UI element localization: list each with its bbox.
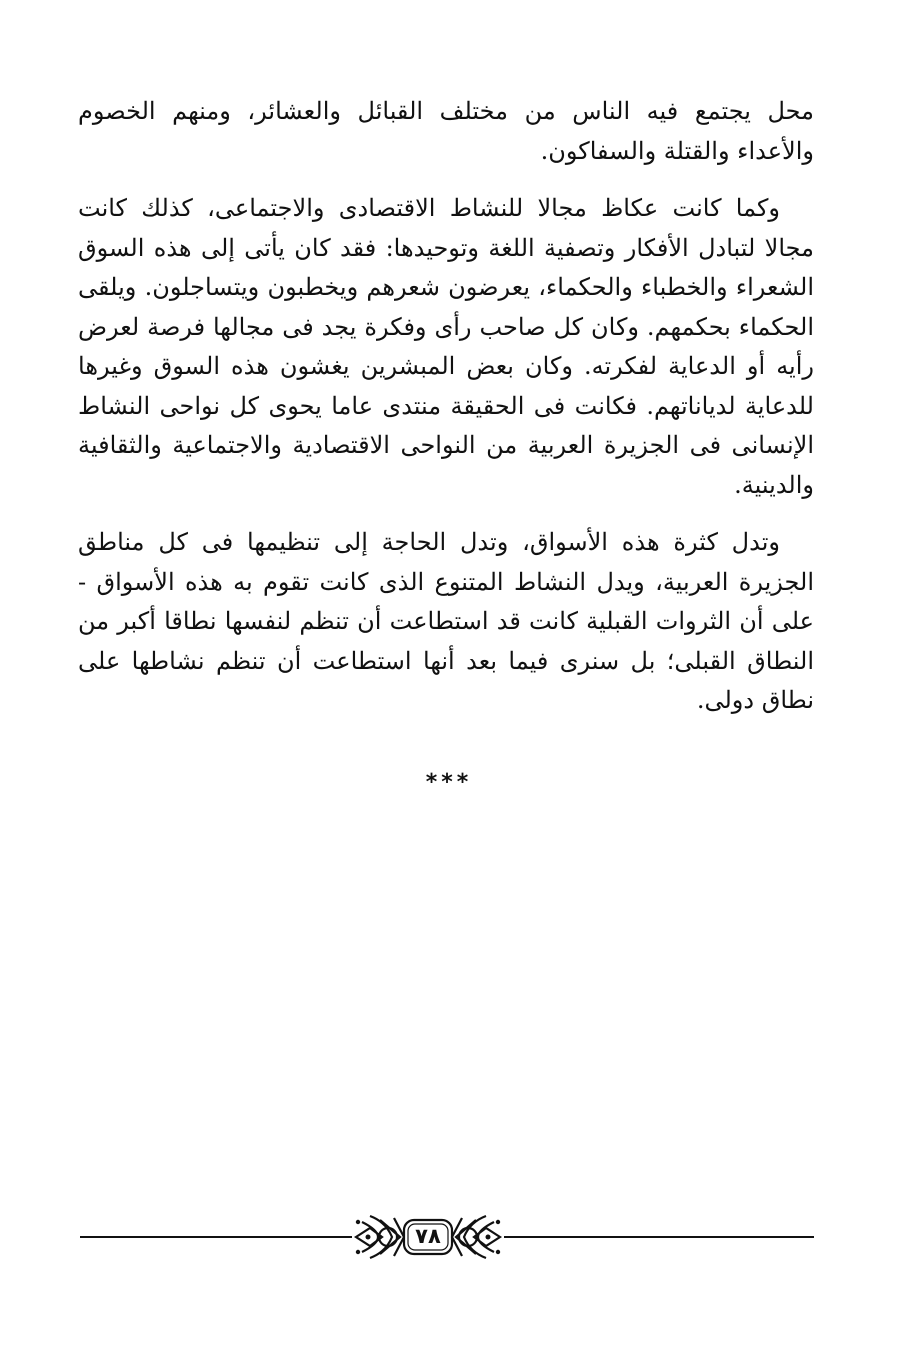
paragraph-2: وكما كانت عكاظ مجالا للنشاط الاقتصادى والاجتماعى، كذلك كانت مجالا لتبادل الأفكار وتصفية اللغة وتوحيدها: فقد كان يأتى إلى هذه السوق الشعراء والخطباء والحكماء، يعرضون شعرهم ويخطبون ويتساجلون. ويلقى الحكماء بحكمهم. وكان كل صاحب رأى وفكرة يجد فى مجالها فرصة لعرض رأيه أو الدعاية لفكرته. وكان بعض المبشرين يغشون هذه السوق وغيرها للدعاية لدياناتهم. فكانت فى الحقيقة منتدى عاما يحوى كل نواحى النشاط الإنسانى فى الجزيرة العربية من النواحى الاقتصادية والاجتماعية والثقافية والدينية. xyxy=(78,194,814,499)
page-number: ٧٨ xyxy=(415,1224,441,1248)
section-separator: *** xyxy=(425,770,473,795)
page-footer xyxy=(80,1208,814,1268)
paragraph-3: وتدل كثرة هذه الأسواق، وتدل الحاجة إلى تنظيمها فى كل مناطق الجزيرة العربية، ويدل النشاط المتنوع الذى كانت تقوم به هذه الأسواق - على أن الثروات القبلية كانت قد استطاعت أن تنظم لنفسها نطاقا أكبر من النطاق القبلى؛ بل سنرى فيما بعد أنها استطاعت أن تنظم نشاطها على نطاق دولى. xyxy=(78,528,814,714)
knot-ornament-icon xyxy=(352,1208,504,1266)
footer-rule-right xyxy=(504,1236,814,1238)
paragraph-1: محل يجتمع فيه الناس من مختلف القبائل والعشائر، ومنهم الخصوم والأعداء والقتلة والسفاكون. xyxy=(78,97,815,165)
footer-rule-left xyxy=(80,1236,352,1238)
body-text xyxy=(78,92,814,739)
